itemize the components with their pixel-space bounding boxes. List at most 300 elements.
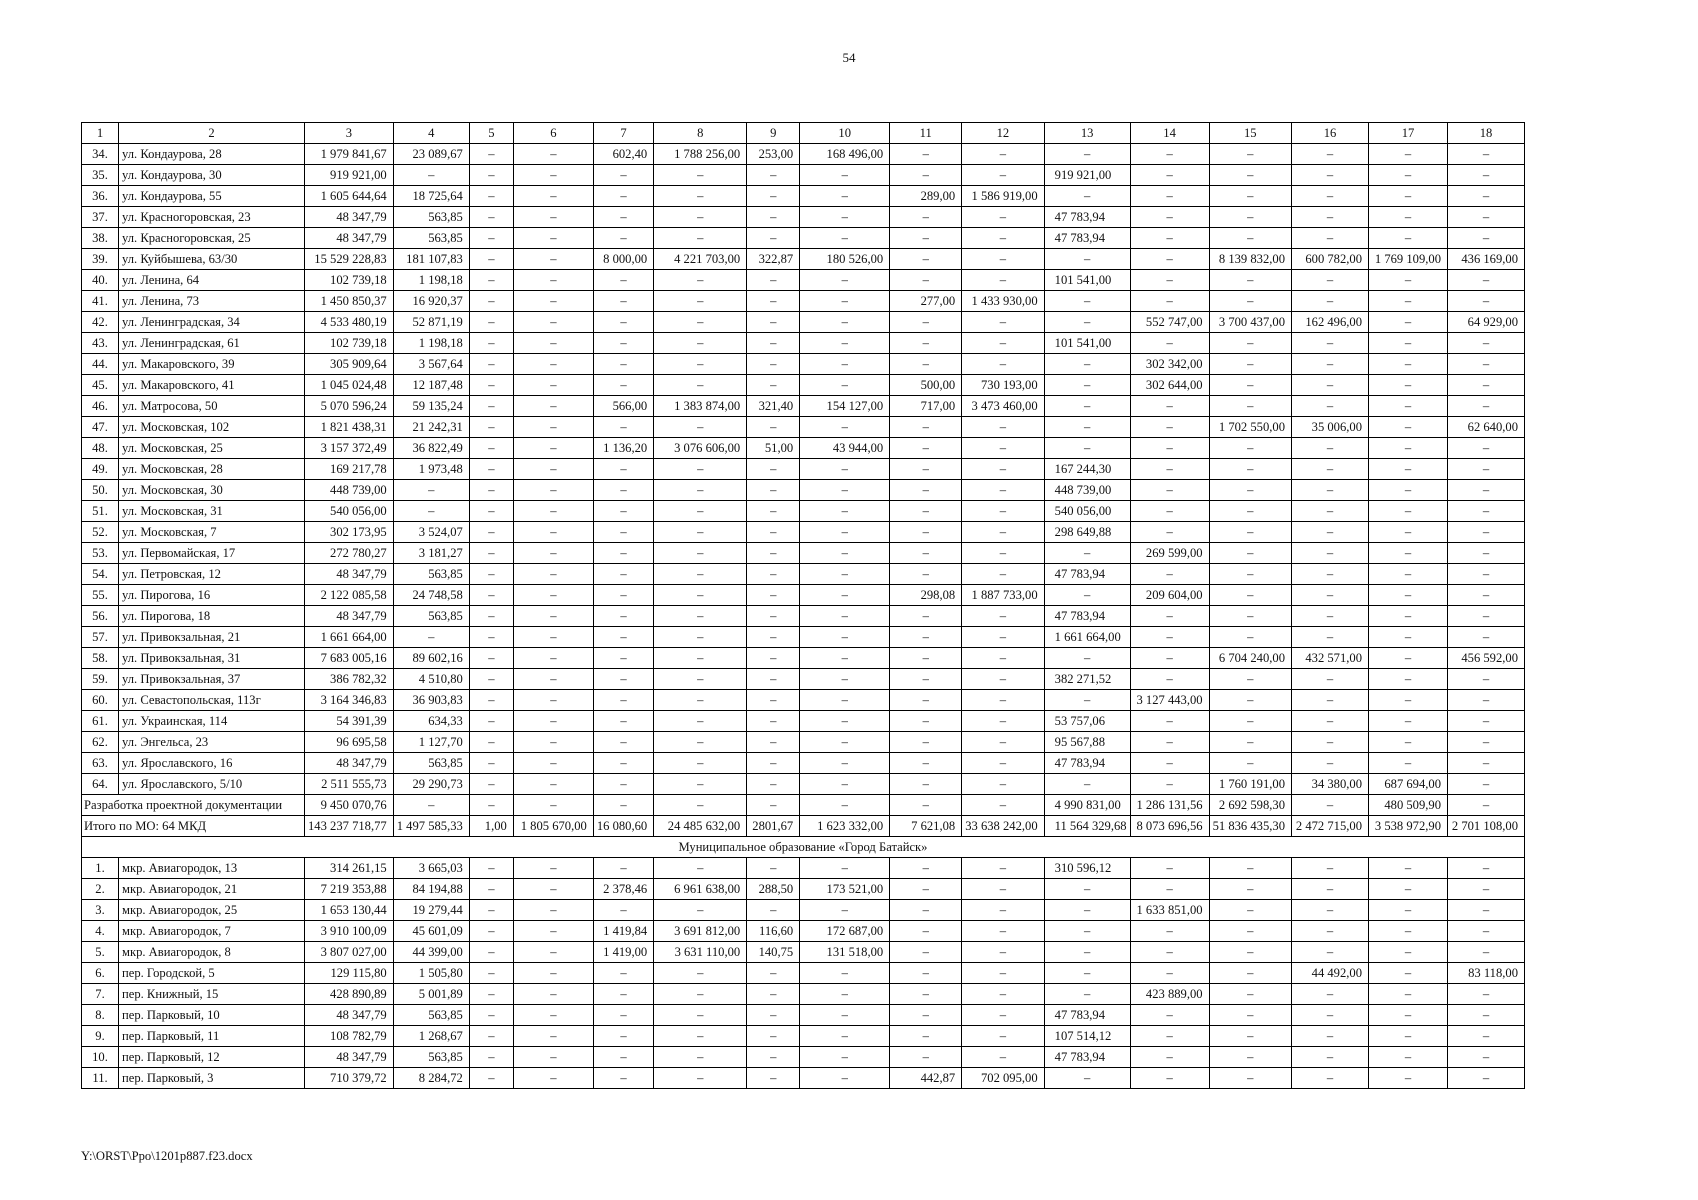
table-cell: 1 433 930,00 — [962, 291, 1044, 312]
table-cell: – — [513, 900, 593, 921]
table-cell: – — [890, 522, 962, 543]
table-cell: 16 920,37 — [393, 291, 469, 312]
table-cell: – — [800, 774, 890, 795]
table-cell: – — [890, 627, 962, 648]
table-cell: – — [747, 459, 800, 480]
table-cell: – — [1292, 438, 1369, 459]
table-cell: 154 127,00 — [800, 396, 890, 417]
table-cell: ул. Ленина, 64 — [119, 270, 305, 291]
table-cell: 3 — [305, 123, 394, 144]
table-cell: – — [800, 669, 890, 690]
table-cell: – — [962, 963, 1044, 984]
table-cell: – — [1448, 858, 1525, 879]
table-cell: – — [1130, 564, 1209, 585]
table-cell: 59 135,24 — [393, 396, 469, 417]
table-cell: 3 473 460,00 — [962, 396, 1044, 417]
table-cell: 57. — [82, 627, 119, 648]
table-cell: – — [1209, 186, 1291, 207]
table-cell: 96 695,58 — [305, 732, 394, 753]
table-cell: – — [890, 648, 962, 669]
table-cell: мкр. Авиагородок, 13 — [119, 858, 305, 879]
table-cell: – — [1369, 144, 1448, 165]
table-cell: 563,85 — [393, 606, 469, 627]
table-cell: – — [654, 1005, 747, 1026]
table-cell: – — [469, 1047, 513, 1068]
table-cell: – — [1292, 942, 1369, 963]
table-cell: – — [469, 795, 513, 816]
table-cell: – — [1369, 501, 1448, 522]
table-cell: 61. — [82, 711, 119, 732]
table-cell: 298,08 — [890, 585, 962, 606]
table-cell: – — [962, 207, 1044, 228]
table-cell: – — [1130, 333, 1209, 354]
table-cell: ул. Привокзальная, 21 — [119, 627, 305, 648]
table-cell: – — [800, 1047, 890, 1068]
table-cell: 62 640,00 — [1448, 417, 1525, 438]
table-cell: – — [1130, 1005, 1209, 1026]
table-cell: 108 782,79 — [305, 1026, 394, 1047]
table-cell: ул. Московская, 25 — [119, 438, 305, 459]
table-cell: – — [1369, 1005, 1448, 1026]
table-cell: 2 122 085,58 — [305, 585, 394, 606]
table-cell: – — [654, 627, 747, 648]
table-cell: – — [1292, 690, 1369, 711]
table-cell: – — [890, 774, 962, 795]
table-cell: 7 683 005,16 — [305, 648, 394, 669]
table-cell: 13 — [1044, 123, 1130, 144]
table-cell: 35. — [82, 165, 119, 186]
table-cell: 563,85 — [393, 1005, 469, 1026]
table-cell: – — [1130, 291, 1209, 312]
table-cell: – — [654, 501, 747, 522]
table-cell: – — [513, 795, 593, 816]
table-cell: 1 136,20 — [593, 438, 653, 459]
table-cell: ул. Матросова, 50 — [119, 396, 305, 417]
table-cell: 36 822,49 — [393, 438, 469, 459]
table-cell: 1 045 024,48 — [305, 375, 394, 396]
table-cell: 1 268,67 — [393, 1026, 469, 1047]
table-cell: 3. — [82, 900, 119, 921]
table-cell: – — [654, 207, 747, 228]
table-cell: – — [1209, 501, 1291, 522]
table-cell: 47 783,94 — [1044, 564, 1130, 585]
table-cell: – — [800, 291, 890, 312]
table-cell: – — [962, 228, 1044, 249]
table-cell: 44 399,00 — [393, 942, 469, 963]
table-cell: 563,85 — [393, 228, 469, 249]
table-cell: 9 — [747, 123, 800, 144]
table-cell: 1 505,80 — [393, 963, 469, 984]
table-cell: 3 076 606,00 — [654, 438, 747, 459]
table-cell: – — [1209, 942, 1291, 963]
table-cell: – — [1292, 1005, 1369, 1026]
table-cell: – — [1209, 900, 1291, 921]
table-cell: 1 383 874,00 — [654, 396, 747, 417]
table-cell: 5 — [469, 123, 513, 144]
table-cell: – — [654, 648, 747, 669]
table-cell: – — [1044, 249, 1130, 270]
table-cell: 47 783,94 — [1044, 1005, 1130, 1026]
table-cell: – — [513, 354, 593, 375]
table-cell: – — [654, 1047, 747, 1068]
table-cell: – — [1369, 522, 1448, 543]
table-cell: – — [513, 774, 593, 795]
table-cell: 3 665,03 — [393, 858, 469, 879]
table-cell: ул. Энгельса, 23 — [119, 732, 305, 753]
table-cell: – — [469, 606, 513, 627]
table-cell: 64. — [82, 774, 119, 795]
table-cell: 2 378,46 — [593, 879, 653, 900]
table-cell: – — [800, 585, 890, 606]
table-cell: 1 661 664,00 — [305, 627, 394, 648]
table-cell: 432 571,00 — [1292, 648, 1369, 669]
table-cell: – — [593, 690, 653, 711]
table-cell: – — [393, 627, 469, 648]
table-cell: – — [962, 1026, 1044, 1047]
table-cell: – — [654, 963, 747, 984]
table-cell: – — [747, 585, 800, 606]
table-cell: – — [747, 984, 800, 1005]
table-cell: – — [1130, 774, 1209, 795]
table-cell: – — [1369, 606, 1448, 627]
table-cell: – — [1292, 501, 1369, 522]
table-cell: – — [800, 375, 890, 396]
table-cell: – — [1130, 606, 1209, 627]
table-cell: – — [800, 522, 890, 543]
table-row — [82, 774, 1525, 795]
table-cell: – — [1130, 963, 1209, 984]
table-cell: – — [1448, 438, 1525, 459]
table-row — [82, 1068, 1525, 1089]
table-cell: – — [1448, 753, 1525, 774]
table-cell: 1 702 550,00 — [1209, 417, 1291, 438]
table-cell: – — [890, 480, 962, 501]
table-cell: – — [593, 732, 653, 753]
table-cell: – — [1209, 396, 1291, 417]
table-cell: ул. Макаровского, 41 — [119, 375, 305, 396]
table-cell: 322,87 — [747, 249, 800, 270]
table-cell: 3 700 437,00 — [1209, 312, 1291, 333]
table-cell: – — [1292, 879, 1369, 900]
table-cell: – — [469, 417, 513, 438]
table-cell: 162 496,00 — [1292, 312, 1369, 333]
table-cell: – — [800, 711, 890, 732]
table-cell: – — [747, 270, 800, 291]
table-cell: – — [513, 228, 593, 249]
table-cell: ул. Пирогова, 18 — [119, 606, 305, 627]
table-row — [82, 606, 1525, 627]
table-cell: – — [747, 627, 800, 648]
table-cell: – — [1130, 186, 1209, 207]
table-cell: 16 080,60 — [593, 816, 653, 837]
table-cell: 48. — [82, 438, 119, 459]
table-cell: – — [962, 774, 1044, 795]
table-cell: – — [1130, 270, 1209, 291]
table-cell: 33 638 242,00 — [962, 816, 1044, 837]
table-cell: 687 694,00 — [1369, 774, 1448, 795]
table-cell: 563,85 — [393, 207, 469, 228]
table-cell: – — [1130, 1026, 1209, 1047]
table-cell: 305 909,64 — [305, 354, 394, 375]
table-cell: 456 592,00 — [1448, 648, 1525, 669]
table-cell: – — [890, 879, 962, 900]
table-cell: – — [1369, 228, 1448, 249]
table-cell: – — [1369, 963, 1448, 984]
table-cell: – — [800, 459, 890, 480]
table-cell: – — [962, 354, 1044, 375]
table-cell: – — [654, 375, 747, 396]
table-cell: 44. — [82, 354, 119, 375]
table-cell: – — [1369, 627, 1448, 648]
table-cell: – — [890, 732, 962, 753]
table-cell: – — [654, 753, 747, 774]
section-title-row — [82, 837, 1525, 858]
table-cell: 428 890,89 — [305, 984, 394, 1005]
table-row — [82, 921, 1525, 942]
table-cell: 1 286 131,56 — [1130, 795, 1209, 816]
table-cell: 4 — [393, 123, 469, 144]
table-cell: – — [962, 984, 1044, 1005]
table-cell: 48 347,79 — [305, 606, 394, 627]
table-cell: – — [747, 291, 800, 312]
table-cell: – — [593, 648, 653, 669]
table-cell: 436 169,00 — [1448, 249, 1525, 270]
table-cell: 5 070 596,24 — [305, 396, 394, 417]
table-cell: – — [1130, 858, 1209, 879]
table-cell: пер. Парковый, 10 — [119, 1005, 305, 1026]
table-cell: – — [962, 795, 1044, 816]
table-cell: – — [1209, 585, 1291, 606]
table-cell: – — [593, 522, 653, 543]
table-cell: 55. — [82, 585, 119, 606]
table-cell: – — [1448, 585, 1525, 606]
table-cell: ул. Московская, 7 — [119, 522, 305, 543]
table-cell: 6 961 638,00 — [654, 879, 747, 900]
table-cell: – — [1292, 858, 1369, 879]
table-cell: – — [1369, 585, 1448, 606]
table-row — [82, 438, 1525, 459]
table-cell: – — [890, 900, 962, 921]
table-cell: 37. — [82, 207, 119, 228]
table-cell: – — [469, 669, 513, 690]
table-cell: 2 692 598,30 — [1209, 795, 1291, 816]
table-cell: 38. — [82, 228, 119, 249]
table-cell: – — [1209, 144, 1291, 165]
table-cell: 3 910 100,09 — [305, 921, 394, 942]
table-cell: – — [1130, 480, 1209, 501]
table-cell: – — [1044, 963, 1130, 984]
table-cell: – — [1044, 774, 1130, 795]
table-cell: – — [513, 522, 593, 543]
table-cell: – — [800, 732, 890, 753]
table-cell: – — [1044, 375, 1130, 396]
table-cell: – — [800, 795, 890, 816]
table-cell: 919 921,00 — [305, 165, 394, 186]
table-cell: – — [654, 711, 747, 732]
table-cell: – — [1292, 375, 1369, 396]
table-cell: 1 821 438,31 — [305, 417, 394, 438]
table-cell: 302 342,00 — [1130, 354, 1209, 375]
table-cell: ул. Пирогова, 16 — [119, 585, 305, 606]
table-cell: – — [1292, 606, 1369, 627]
table-cell: – — [1292, 270, 1369, 291]
table-cell: – — [890, 795, 962, 816]
table-cell: 24 748,58 — [393, 585, 469, 606]
table-cell: – — [747, 501, 800, 522]
table-cell: – — [1209, 963, 1291, 984]
table-cell: 702 095,00 — [962, 1068, 1044, 1089]
table-cell: – — [890, 753, 962, 774]
table-cell: – — [1209, 858, 1291, 879]
table-cell: – — [654, 291, 747, 312]
table-row — [82, 627, 1525, 648]
table-cell: 60. — [82, 690, 119, 711]
table-cell: – — [890, 858, 962, 879]
table-cell: ул. Петровская, 12 — [119, 564, 305, 585]
table-cell: ул. Ярославского, 16 — [119, 753, 305, 774]
table-cell: 563,85 — [393, 753, 469, 774]
table-cell: 42. — [82, 312, 119, 333]
table-cell: – — [1292, 564, 1369, 585]
table-cell: – — [469, 249, 513, 270]
table-cell: 47 783,94 — [1044, 1047, 1130, 1068]
table-cell: – — [1448, 207, 1525, 228]
table-cell: – — [800, 165, 890, 186]
table-cell: 48 347,79 — [305, 753, 394, 774]
table-cell: – — [1044, 354, 1130, 375]
table-cell: – — [1044, 984, 1130, 1005]
table-cell: 89 602,16 — [393, 648, 469, 669]
table-cell: – — [962, 543, 1044, 564]
table-cell: 8 000,00 — [593, 249, 653, 270]
table-cell: – — [1448, 459, 1525, 480]
table-cell: – — [1209, 228, 1291, 249]
table-cell: ул. Ленинградская, 61 — [119, 333, 305, 354]
table-cell: 131 518,00 — [800, 942, 890, 963]
table-cell: – — [593, 606, 653, 627]
table-cell: 1 653 130,44 — [305, 900, 394, 921]
table-cell: – — [593, 270, 653, 291]
table-cell: 180 526,00 — [800, 249, 890, 270]
table-cell: – — [1044, 543, 1130, 564]
table-cell: – — [1130, 438, 1209, 459]
table-cell: – — [654, 774, 747, 795]
table-cell: – — [1448, 522, 1525, 543]
table-cell: – — [469, 522, 513, 543]
table-cell: – — [747, 732, 800, 753]
table-cell: – — [962, 732, 1044, 753]
table-cell: – — [1448, 900, 1525, 921]
table-cell: – — [1209, 606, 1291, 627]
table-cell: – — [654, 1068, 747, 1089]
table-cell: 54. — [82, 564, 119, 585]
table-row — [82, 270, 1525, 291]
table-cell: ул. Привокзальная, 31 — [119, 648, 305, 669]
table-cell: 7 — [593, 123, 653, 144]
table-cell: – — [1369, 333, 1448, 354]
table-row — [82, 480, 1525, 501]
table-cell: 7. — [82, 984, 119, 1005]
table-cell: – — [1369, 459, 1448, 480]
table-cell: – — [890, 606, 962, 627]
table-cell: – — [800, 690, 890, 711]
table-cell: 107 514,12 — [1044, 1026, 1130, 1047]
table-cell: 302 173,95 — [305, 522, 394, 543]
table-cell: – — [890, 249, 962, 270]
table-cell: – — [1448, 186, 1525, 207]
table-cell: ул. Украинская, 114 — [119, 711, 305, 732]
table-cell: – — [469, 291, 513, 312]
table-cell: – — [1130, 207, 1209, 228]
table-cell: 64 929,00 — [1448, 312, 1525, 333]
table-cell: – — [654, 312, 747, 333]
table-cell: – — [747, 564, 800, 585]
table-row — [82, 186, 1525, 207]
table-cell: – — [513, 585, 593, 606]
table-cell: – — [469, 1026, 513, 1047]
table-cell: – — [1369, 543, 1448, 564]
table-cell: 7 621,08 — [890, 816, 962, 837]
table-cell: – — [469, 480, 513, 501]
table-cell: – — [654, 228, 747, 249]
table-cell: – — [1130, 1047, 1209, 1068]
table-cell: 6 704 240,00 — [1209, 648, 1291, 669]
table-cell: – — [1130, 879, 1209, 900]
table-cell: – — [593, 1047, 653, 1068]
table-cell: – — [654, 732, 747, 753]
table-cell: – — [800, 963, 890, 984]
table-cell: 49. — [82, 459, 119, 480]
table-cell: – — [1209, 165, 1291, 186]
page-number: 54 — [842, 50, 856, 65]
table-row — [82, 1005, 1525, 1026]
table-row — [82, 963, 1525, 984]
table-cell: – — [1292, 585, 1369, 606]
table-cell: – — [962, 438, 1044, 459]
table-cell: – — [962, 711, 1044, 732]
table-cell: 500,00 — [890, 375, 962, 396]
table-cell: – — [962, 690, 1044, 711]
table-cell: – — [962, 921, 1044, 942]
table-cell: – — [654, 165, 747, 186]
table-cell: – — [1448, 396, 1525, 417]
table-cell: – — [1130, 165, 1209, 186]
table-cell: 143 237 718,77 — [305, 816, 394, 837]
table-cell: 717,00 — [890, 396, 962, 417]
table-cell: – — [513, 333, 593, 354]
table-cell: 48 347,79 — [305, 564, 394, 585]
table-cell: – — [1369, 900, 1448, 921]
table-cell: ул. Ярославского, 5/10 — [119, 774, 305, 795]
table-cell: – — [1292, 291, 1369, 312]
table-cell: – — [513, 690, 593, 711]
table-cell: – — [962, 669, 1044, 690]
table-cell: – — [1369, 291, 1448, 312]
table-cell: – — [1448, 354, 1525, 375]
table-cell: – — [654, 270, 747, 291]
table-cell: – — [1130, 417, 1209, 438]
table-cell: – — [1130, 501, 1209, 522]
table-cell: – — [469, 1005, 513, 1026]
table-cell: – — [800, 606, 890, 627]
table-cell: – — [1369, 396, 1448, 417]
table-cell: 3 567,64 — [393, 354, 469, 375]
table-cell: – — [890, 564, 962, 585]
table-cell: 53 757,06 — [1044, 711, 1130, 732]
table-cell: – — [469, 627, 513, 648]
table-cell: – — [1130, 459, 1209, 480]
table-cell: 1 661 664,00 — [1044, 627, 1130, 648]
